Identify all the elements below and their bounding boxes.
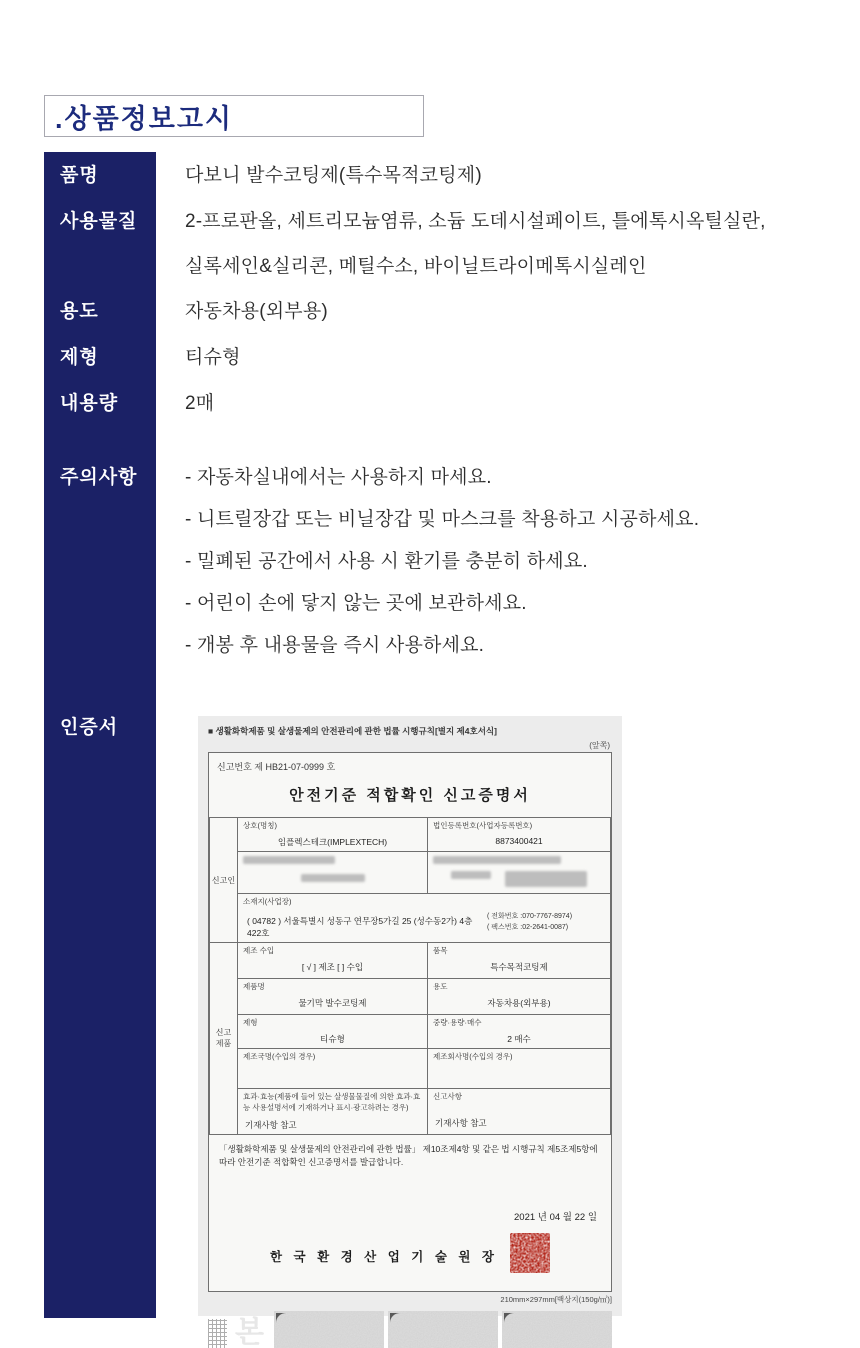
cell-item bbox=[428, 943, 611, 979]
value-materials-line2: 실록세인&실리콘, 메틸수소, 바이닐트라이메톡시실레인 bbox=[185, 256, 647, 277]
use-value: 자동차용(외부용) bbox=[487, 998, 551, 1009]
item-label: 품목 bbox=[433, 946, 448, 956]
report-label: 신고사항 bbox=[433, 1092, 462, 1102]
section-product-line1: 신고 bbox=[215, 1028, 232, 1038]
caution-item: - 개봉 후 내용물을 즉시 사용하세요. bbox=[185, 635, 485, 656]
item-value: 특수목적코팅제 bbox=[490, 962, 548, 973]
paper-size-note: 210mm×297mm[백상지(150g/㎡)] bbox=[500, 1294, 612, 1304]
label-materials: 사용물질 bbox=[60, 211, 138, 232]
scan-artifact-strip bbox=[208, 1311, 612, 1348]
cell-reg-no bbox=[428, 818, 611, 852]
value-materials-line1: 2-프로판올, 세트리모늄염류, 소듐 도데시설페이트, 틀에톡시옥틸실란, bbox=[185, 211, 766, 232]
caution-item: - 어린이 손에 닿지 않는 곳에 보관하세요. bbox=[185, 593, 527, 614]
certificate-paper bbox=[208, 752, 612, 1292]
certificate-title: 안전기준 적합확인 신고증명서 bbox=[289, 787, 531, 804]
redacted-blur bbox=[433, 856, 561, 864]
certificate-issue-date: 2021 년 04 월 22 일 bbox=[514, 1211, 597, 1223]
page-title: .상품정보고시 bbox=[55, 103, 233, 134]
certificate-front-mark: (앞쪽) bbox=[589, 741, 610, 750]
cell-redacted-left bbox=[238, 852, 428, 894]
cell-redacted-right bbox=[428, 852, 611, 894]
report-value: 기재사항 참고 bbox=[435, 1117, 487, 1128]
use-label: 용도 bbox=[433, 982, 448, 992]
form-label: 제형 bbox=[243, 1018, 258, 1028]
label-cautions: 주의사항 bbox=[60, 467, 138, 488]
redacted-blur bbox=[301, 874, 365, 882]
cell-qty bbox=[428, 1015, 611, 1049]
section-product-line2: 제품 bbox=[215, 1039, 232, 1049]
value-content-amount: 2매 bbox=[185, 393, 215, 414]
address-value: ( 04782 ) 서울특별시 성동구 연무장5가길 25 (성수동2가) 4층 422호 bbox=[247, 916, 473, 939]
certificate-statement: 「생활화학제품 및 살생물제의 안전관리에 관한 법률」 제10조제4항 및 같은 법 시행규칙 제5조제5항에 따라 안전기준 적합확인 신고증명서를 발급합니다. bbox=[219, 1143, 598, 1167]
form-value: 티슈형 bbox=[320, 1034, 345, 1045]
maker-label: 제조회사명(수입의 경우) bbox=[433, 1052, 513, 1062]
effect-label: 효과·효능(제품에 들어 있는 살생물물질에 의한 효과·효 능 사용설명서에 기재하거나 표시·광고하려는 경우) bbox=[243, 1092, 421, 1112]
cell-use bbox=[428, 979, 611, 1015]
label-certificate: 인증서 bbox=[60, 717, 119, 738]
certificate-report-number: 신고번호 제 HB21-07-0999 호 bbox=[217, 762, 336, 772]
caution-item: - 니트릴장갑 또는 비닐장갑 및 마스크를 착용하고 시공하세요. bbox=[185, 509, 700, 530]
value-form: 티슈형 bbox=[185, 347, 241, 368]
certificate-form-reference: ■ 생활화학제품 및 살생물제의 안전관리에 관한 법률 시행규칙[별지 제4호서식] bbox=[208, 726, 497, 736]
label-content-amount: 내용량 bbox=[60, 393, 119, 414]
mfg-label: 제조 수입 bbox=[243, 946, 275, 956]
redacted-blur bbox=[243, 856, 335, 864]
copy-watermark: 본 bbox=[235, 1315, 264, 1348]
issuer-row bbox=[209, 1233, 611, 1279]
scan-noise-block bbox=[388, 1311, 498, 1348]
cell-country bbox=[238, 1049, 428, 1089]
cell-company bbox=[238, 818, 428, 852]
qty-label: 중량·용량·매수 bbox=[433, 1018, 482, 1028]
company-label: 상호(명칭) bbox=[243, 821, 277, 830]
caution-item: - 밀폐된 공간에서 사용 시 환기를 충분히 하세요. bbox=[185, 551, 588, 572]
cell-effect bbox=[238, 1089, 428, 1134]
cell-mfg bbox=[238, 943, 428, 979]
label-usage: 용도 bbox=[60, 301, 99, 322]
product-name-label: 제품명 bbox=[243, 982, 265, 992]
label-product-name: 품명 bbox=[60, 165, 99, 186]
cell-address bbox=[238, 894, 611, 943]
mfg-value: [ √ ] 제조 [ ] 수입 bbox=[301, 962, 364, 973]
company-value: 임플렉스테크(IMPLEXTECH) bbox=[277, 837, 388, 848]
cell-form bbox=[238, 1015, 428, 1049]
tel-value: ( 전화번호 :070-7767-8974) bbox=[487, 913, 573, 921]
issuer-name: 한 국 환 경 산 업 기 술 원 장 bbox=[269, 1249, 498, 1264]
value-product-name: 다보니 발수코팅제(특수목적코팅제) bbox=[185, 165, 482, 186]
value-usage: 자동차용(외부용) bbox=[185, 301, 328, 322]
country-label: 제조국명(수입의 경우) bbox=[243, 1052, 316, 1062]
scan-noise-block bbox=[502, 1311, 612, 1348]
issuer-seal-icon bbox=[510, 1233, 550, 1278]
section-product bbox=[210, 943, 238, 1134]
cell-product-name bbox=[238, 979, 428, 1015]
address-label: 소재지(사업장) bbox=[243, 897, 292, 907]
certificate-table bbox=[209, 817, 611, 1135]
reg-no-value: 8873400421 bbox=[495, 836, 543, 847]
reg-no-label: 법인등록번호(사업자등록번호) bbox=[433, 821, 533, 830]
label-form: 제형 bbox=[60, 347, 99, 368]
cell-maker bbox=[428, 1049, 611, 1089]
grid-pattern-icon bbox=[208, 1319, 227, 1348]
scan-noise-block bbox=[274, 1311, 384, 1348]
cell-report bbox=[428, 1089, 611, 1134]
page-title-box bbox=[44, 95, 424, 137]
product-name-value: 물기막 발수코팅제 bbox=[298, 998, 367, 1009]
fax-value: ( 팩스번호 :02-2641-0087) bbox=[487, 924, 569, 932]
section-declarant: 신고인 bbox=[210, 818, 238, 943]
certificate-scan bbox=[198, 716, 622, 1348]
caution-item: - 자동차실내에서는 사용하지 마세요. bbox=[185, 467, 492, 488]
qty-value: 2 매수 bbox=[507, 1034, 531, 1045]
redacted-blur bbox=[451, 871, 491, 879]
effect-value: 기재사항 참고 bbox=[245, 1119, 297, 1130]
redacted-blur bbox=[505, 871, 587, 887]
